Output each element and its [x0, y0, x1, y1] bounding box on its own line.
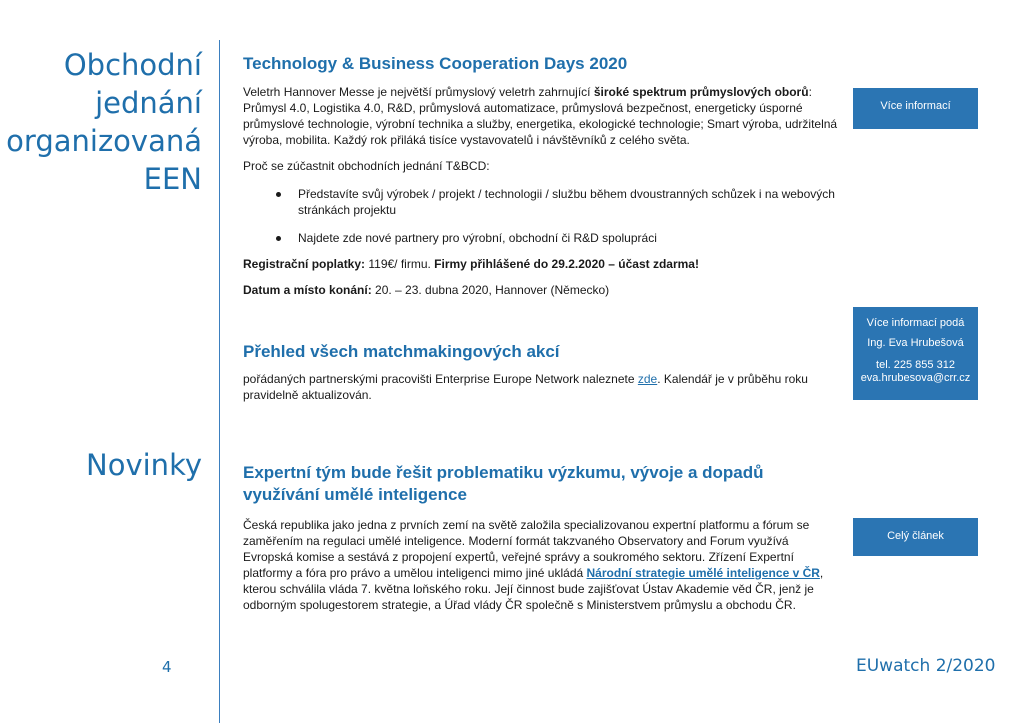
section-title-novinky: Novinky — [86, 448, 202, 482]
matchmaking-link[interactable]: zde — [637, 372, 658, 386]
event-fee — [243, 256, 840, 272]
contact-box — [853, 307, 978, 400]
event-title: Technology & Business Cooperation Days 2020 — [243, 54, 628, 73]
news-text-part: Česká republika jako jedna z prvních zemí na světě založila specializovanou expertní platformu a fórum se zaměřením na regulaci umělé inteligence. Moderní formát takzvaného Observatory and Forum využívá Evropská komise a sestává z propojení expertů, veřejné správy a soukromého sektoru. Zřízení Expertní platformy a fóra pro právo a umělou inteligenci mimo jiné ukládá — [243, 518, 810, 580]
bullet-icon — [276, 236, 281, 241]
matchmaking-text-part: pořádaných partnerskými pracovišti Enterprise Europe Network naleznete — [243, 372, 638, 386]
matchmaking-title: Přehled všech matchmakingových akcí — [243, 342, 560, 361]
matchmaking-article — [243, 341, 840, 403]
contact-name: Ing. Eva Hrubešová — [867, 337, 964, 349]
fee-free-note: Firmy přihlášené do 29.2.2020 – účast zdarma! — [434, 257, 699, 271]
page-number: 4 — [162, 658, 172, 676]
event-text: : Průmysl 4.0, Logistika 4.0, R&D, průmyslová automatizace, průmyslová bezpečnost, energeticky úsporné průmyslové technologie, výrobní technika a služby, energetika, ekologické technologie; Smart výroba, udržitelná výroba, mobilita. Každý rok přiláká tisíce vystavovatelů i návštěvníků z celého světa. — [243, 85, 838, 147]
section-title-obchodni-jednani — [6, 46, 202, 198]
section-title-line: EEN — [143, 162, 202, 196]
event-benefits-list — [243, 186, 840, 246]
list-item-text: Najdete zde nové partnery pro výrobní, obchodní či R&D spolupráci — [298, 231, 657, 245]
fee-label: Registrační poplatky: — [243, 257, 366, 271]
contact-phone: tel. 225 855 312 — [876, 359, 955, 371]
event-date — [243, 282, 840, 298]
contact-intro: Více informací podá — [866, 317, 965, 329]
news-article — [243, 462, 840, 613]
section-title-line: Obchodní — [63, 48, 202, 82]
ai-strategy-link[interactable]: Národní strategie umělé inteligence v ČR — [586, 566, 820, 580]
event-why-heading: Proč se zúčastnit obchodních jednání T&BCD: — [243, 159, 490, 173]
more-info-button[interactable]: Více informací — [853, 88, 978, 129]
event-highlight: široké spektrum průmyslových oborů — [593, 85, 809, 99]
event-article — [243, 54, 840, 298]
list-item — [243, 230, 840, 246]
section-title-line: jednání — [95, 86, 202, 120]
fee-value: 119€/ firmu. — [365, 257, 435, 271]
matchmaking-text-part: . Kalendář je v průběhu roku pravidelně aktualizován. — [243, 372, 808, 402]
publication-name: EUwatch 2/2020 — [856, 656, 996, 676]
news-text-part: , kterou schválila vláda 7. května loňského roku. Její činnost bude zajišťovat Ústav Akademie věd ČR, jenž je odborným spolugestorem strategie, a Úřad vlády ČR společně s Ministerstvem průmyslu a obchodu ČR. — [243, 566, 824, 612]
bullet-icon — [276, 192, 281, 197]
list-item — [243, 186, 840, 218]
date-label: Datum a místo konání: — [243, 283, 372, 297]
event-description — [243, 84, 840, 148]
news-text — [243, 517, 840, 613]
news-title: Expertní tým bude řešit problematiku výzkumu, vývoje a dopadů využívání umělé inteligence — [243, 463, 764, 504]
date-value: 20. – 23. dubna 2020, Hannover (Německo) — [371, 283, 610, 297]
vertical-divider — [219, 40, 220, 723]
section-title-line: organizovaná — [6, 124, 202, 158]
contact-email[interactable]: eva.hrubesova@crr.cz — [860, 372, 971, 384]
list-item-text: Představíte svůj výrobek / projekt / technologii / službu během dvoustranných schůzek i na webových stránkách projektu — [298, 187, 835, 217]
event-text: Veletrh Hannover Messe je největší průmyslový veletrh zahrnující — [243, 85, 594, 99]
matchmaking-text — [243, 371, 840, 403]
full-article-button[interactable]: Celý článek — [853, 518, 978, 556]
